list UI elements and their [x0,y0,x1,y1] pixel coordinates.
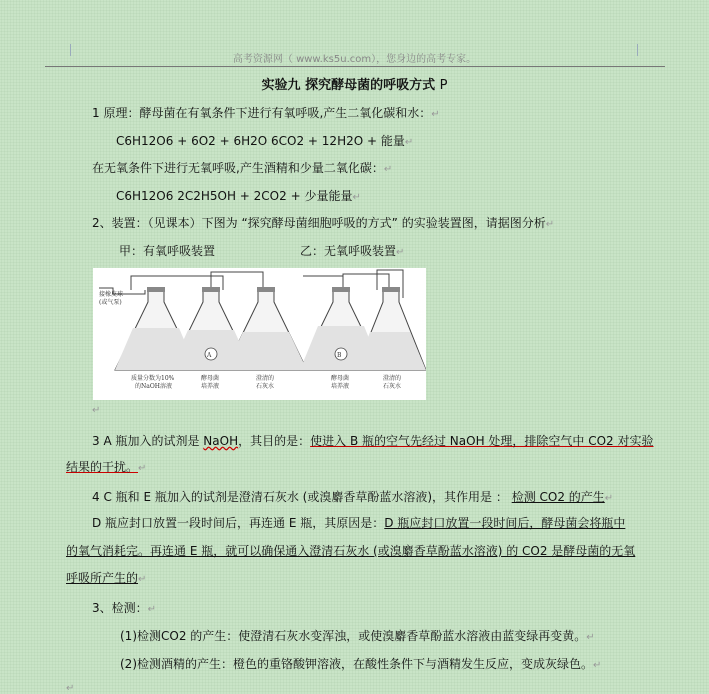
flask-label: 培养液 [331,383,350,390]
flask-label: 的NaOH溶液 [135,383,172,390]
flask-label: 石灰水 [256,383,275,390]
flask-label: 质量分数为10% [131,375,175,382]
page-header: 高考资源网（ www.ks5u.com），您身边的高考专家。 [232,54,477,65]
question-4-d-end: 呼吸所产生的↵ [66,571,147,585]
page-title: 实验九 探究酵母菌的呼吸方式 P [261,78,448,93]
anaerobic-equation: C6H12O6 2C2H5OH + 2CO2 + 少量能量↵ [116,189,361,203]
flask-label: 酵母菌 [201,375,220,382]
paragraph-mark: ↵ [92,405,101,416]
question-4: 4 C 瓶和 E 瓶加入的试剂是澄清石灰水 (或溴麝香草酚蓝水溶液)，其作用是 ： 检测 CO2 的产生↵ [92,490,614,504]
question-3-cont: 结果的干扰。↵ [66,460,147,474]
flask-label: 培养液 [201,383,220,390]
aerobic-equation: C6H12O6 + 6O2 + 6H2O 6CO2 + 12H2O + 能量↵ [116,134,414,148]
detection-item-co2: (1)检测CO2 的产生：使澄清石灰水变浑浊，或使溴麝香草酚蓝水溶液由蓝变绿再变黄。↵ [120,629,595,643]
apparatus-intro: 2、装置：（见课本）下图为 “探究酵母菌细胞呼吸的方式” 的实验装置图，请据图分析↵ [92,216,555,230]
apparatus-label-anaerobic: 乙：无氧呼吸装置↵ [300,244,405,258]
pump-label: 接橡皮球 [99,291,124,298]
pump-label: (或气泵) [99,299,122,306]
flask-label: 澄清的 [256,375,275,382]
flask-letter-b: B [337,352,342,359]
flask-label: 石灰水 [383,383,402,390]
apparatus-diagram [93,268,426,400]
question-4-d: D 瓶应封口放置一段时间后，再连通 E 瓶，其原因是：D 瓶应封口放置一段时间后，酵母菌会将瓶中 [92,516,626,530]
flask-label: 澄清的 [383,375,402,382]
principle-intro: 1 原理：酵母菌在有氧条件下进行有氧呼吸,产生二氧化碳和水：↵ [92,106,440,120]
question-4-d-cont: 的氧气消耗完。再连通 E 瓶，就可以确保通入澄清石灰水 (或溴麝香草酚蓝水溶液) 的 CO2 是酵母菌的无氧 [66,544,636,558]
flask-letter-a: A [207,352,212,359]
paragraph-mark: ↵ [66,683,75,694]
apparatus-label-aerobic: 甲：有氧呼吸装置 [119,244,216,258]
apparatus-figure [93,268,426,400]
flask-label: 酵母菌 [331,375,350,382]
detection-heading: 3、检测：↵ [92,601,157,615]
question-3: 3 A 瓶加入的试剂是 NaOH，其目的是：使进入 B 瓶的空气先经过 NaOH 处理，排除空气中 CO2 对实验 [92,434,654,448]
anaerobic-intro: 在无氧条件下进行无氧呼吸,产生酒精和少量二氧化碳：↵ [92,161,393,175]
detection-item-alcohol: (2)检测酒精的产生：橙色的重铬酸钾溶液，在酸性条件下与酒精发生反应，变成灰绿色。↵ [120,657,602,671]
header-divider [45,66,665,67]
